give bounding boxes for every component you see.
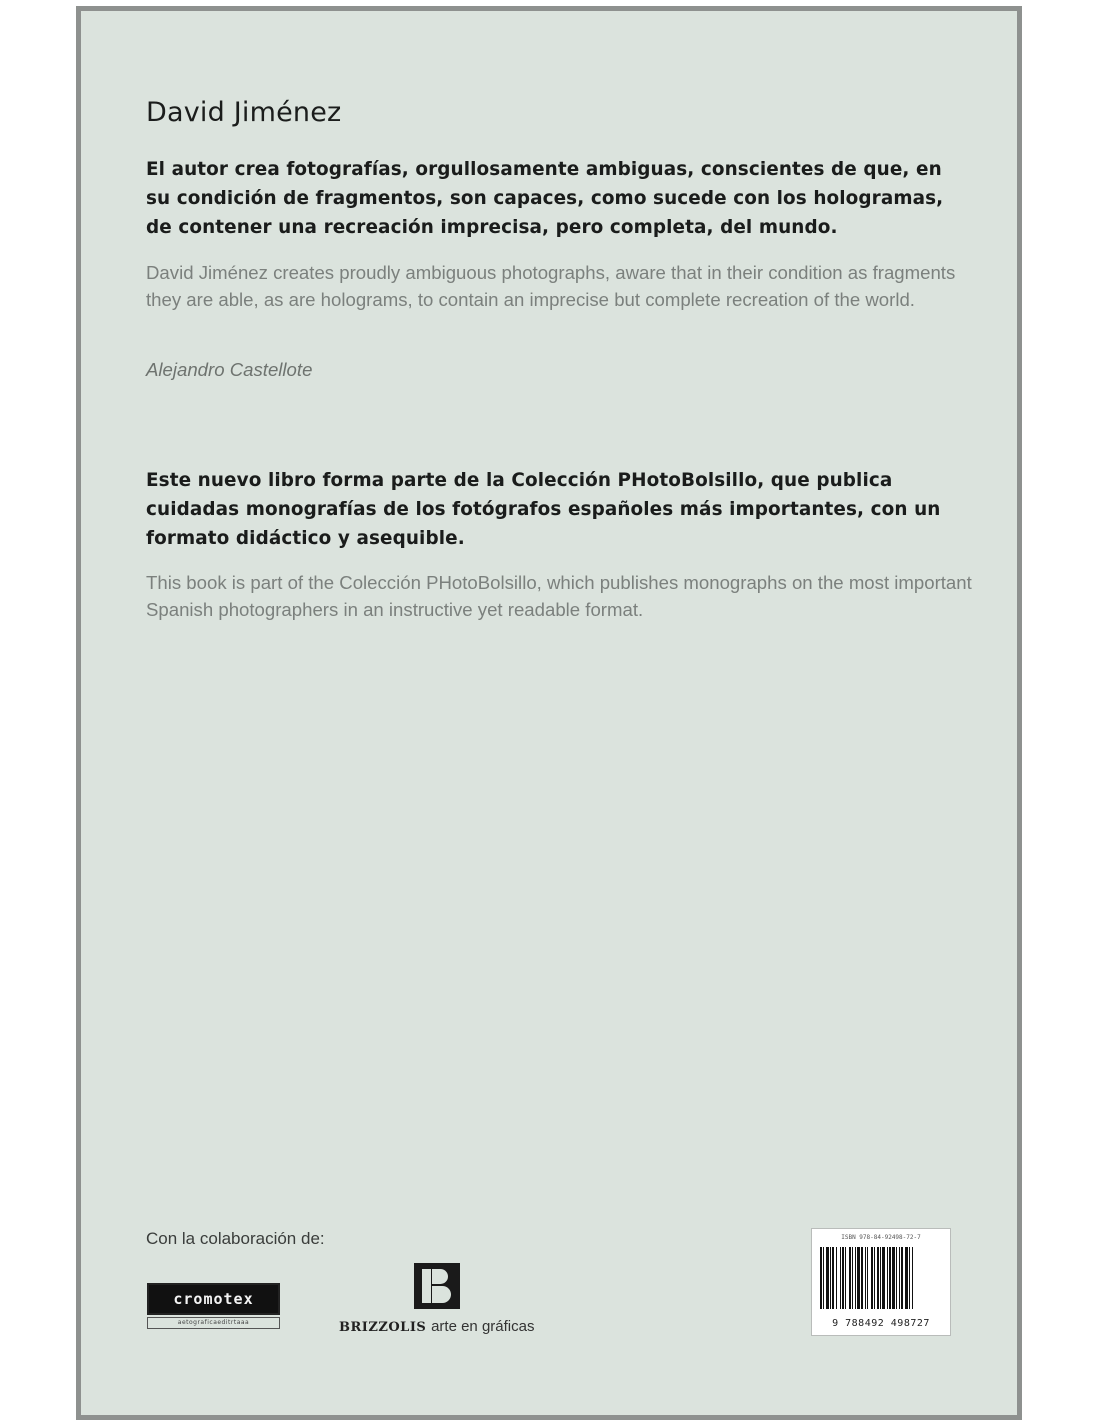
isbn-label: ISBN 978-84-92498-72-7 <box>841 1234 921 1241</box>
intro-english: David Jiménez creates proudly ambiguous photographs, aware that in their condition as fragments they are able, as are holograms, to contain an imprecise but complete recreation of the world. <box>146 262 956 310</box>
cromotex-tagline: aetograficaeditrtaaa <box>147 1317 280 1329</box>
cromotex-name: cromotex <box>173 1290 254 1308</box>
isbn-barcode <box>811 1228 951 1336</box>
collection-spanish: Este nuevo libro forma parte de la Colección PHotoBolsillo, que publica cuidadas monografías de los fotógrafos españoles más importantes, con un formato didáctico y asequible. <box>146 470 941 549</box>
brizzolis-subtitle: arte en gráficas <box>431 1318 535 1335</box>
intro-spanish: El autor crea fotografías, orgullosamente ambiguas, conscientes de que, en su condición de fragmentos, son capaces, como sucede con los hologramas, de contener una recreación imprecisa, pero completa, del mundo. <box>146 159 944 238</box>
collaboration-label: Con la colaboración de: <box>146 1229 325 1248</box>
brizzolis-mark-icon <box>414 1263 460 1309</box>
quote-author: Alejandro Castellote <box>146 359 313 380</box>
barcode-bars <box>820 1247 942 1309</box>
isbn-digits: 9 788492 498727 <box>832 1318 930 1329</box>
brizzolis-logo <box>337 1263 537 1343</box>
cromotex-logo <box>147 1283 280 1327</box>
collection-english: This book is part of the Colección PHotoBolsillo, which publishes monographs on the most important Spanish photographers in an instructive yet readable format. <box>146 572 972 620</box>
brizzolis-name: BRIZZOLIS <box>339 1320 427 1335</box>
author-title: David Jiménez <box>146 97 342 128</box>
book-back-cover <box>76 6 1022 1420</box>
